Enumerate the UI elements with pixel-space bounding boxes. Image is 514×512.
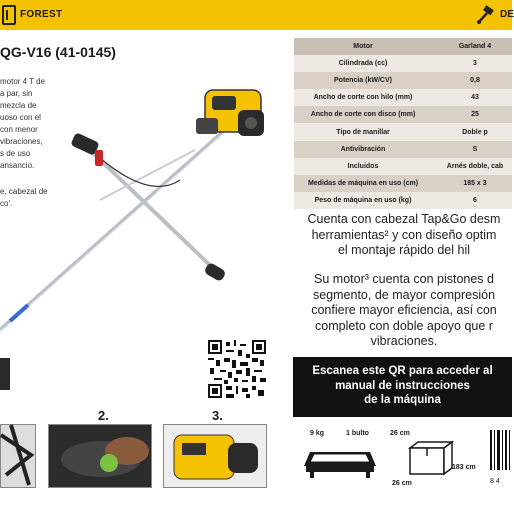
feature-line: confiere mayor eficiencia, así con bbox=[311, 303, 497, 317]
feature-paragraph-1 bbox=[296, 212, 512, 259]
feature-line: herramientas² y con diseño optim bbox=[311, 227, 497, 242]
step-image-2 bbox=[48, 424, 152, 488]
category-label: DE bbox=[500, 9, 514, 20]
feature-line: Su motor³ cuenta con pistones d bbox=[314, 272, 494, 286]
description-line: s de uso bbox=[0, 149, 31, 158]
feature-line: el montaje rápido del hil bbox=[337, 243, 471, 257]
box-dim-bottom: 26 cm bbox=[392, 480, 412, 487]
qr-code[interactable] bbox=[208, 340, 266, 398]
shipping-packages: 1 bulto bbox=[346, 430, 369, 437]
spec-label: Peso de máquina en uso (kg) bbox=[314, 196, 412, 204]
spec-value: 3 bbox=[473, 60, 477, 68]
spec-row bbox=[294, 175, 512, 192]
spec-table bbox=[294, 38, 512, 209]
feature-line: vibraciones. bbox=[370, 334, 438, 348]
feature-line: completo con doble apoyo que r bbox=[315, 318, 493, 333]
step-image-3 bbox=[163, 424, 267, 488]
spec-row bbox=[294, 89, 512, 106]
cta-line: Escanea este QR para acceder al bbox=[312, 365, 493, 377]
spec-label: Motor bbox=[353, 43, 373, 51]
spec-value: S bbox=[472, 145, 478, 153]
description-line: vibraciones, bbox=[0, 137, 43, 146]
spec-row bbox=[294, 123, 512, 140]
spec-row bbox=[294, 106, 512, 123]
spec-label: Ancho de corte con disco (mm) bbox=[310, 111, 416, 119]
step-label-2: 2. bbox=[98, 408, 109, 423]
cta-line: manual de instrucciones bbox=[335, 379, 470, 392]
spec-row bbox=[294, 38, 512, 55]
spec-value: 43 bbox=[471, 94, 479, 102]
spec-value: 185 x 3 bbox=[463, 179, 487, 187]
description-line: motor 4 T de bbox=[0, 77, 46, 86]
spec-row bbox=[294, 141, 512, 158]
spec-row bbox=[294, 72, 512, 89]
description-line: ansancio. bbox=[0, 161, 35, 170]
header-bar bbox=[0, 0, 512, 30]
spec-value: Arnés doble, cab bbox=[446, 162, 504, 170]
box-dim-top: 26 cm bbox=[390, 430, 410, 437]
spec-row bbox=[294, 192, 512, 209]
qr-cta-banner bbox=[293, 357, 512, 417]
feature-line: segmento, de mayor compresión bbox=[312, 287, 496, 302]
feature-paragraph-2 bbox=[296, 272, 512, 350]
spec-row bbox=[294, 158, 512, 175]
spec-row bbox=[294, 55, 512, 72]
spec-value: Doble p bbox=[462, 128, 488, 136]
spec-value: Garland 4 bbox=[458, 43, 492, 51]
spec-label: Cilindrada (cc) bbox=[338, 60, 388, 68]
description-line: uoso con el bbox=[0, 113, 41, 122]
description-line: co'. bbox=[0, 199, 13, 208]
box-icon bbox=[404, 438, 454, 478]
barcode-digits: 8 4 bbox=[490, 478, 500, 485]
barcode bbox=[490, 430, 512, 476]
spec-label: Medidas de máquina en uso (cm) bbox=[307, 179, 419, 187]
spec-label: Potencia (kW/CV) bbox=[334, 77, 392, 85]
spec-value: 25 bbox=[471, 111, 479, 119]
brand-name: FOREST bbox=[20, 9, 63, 20]
description-line: mezcla de bbox=[0, 101, 37, 110]
spec-label: Incluidos bbox=[347, 162, 379, 170]
spec-label: Ancho de corte con hilo (mm) bbox=[313, 94, 413, 102]
spec-value: 0,8 bbox=[470, 77, 480, 85]
scale-icon bbox=[302, 442, 378, 482]
forest-logo-icon bbox=[2, 5, 16, 25]
spec-label: Tipo de manillar bbox=[336, 128, 390, 136]
step-image-1 bbox=[0, 424, 36, 488]
shipping-weight: 9 kg bbox=[310, 430, 325, 437]
step-label-3: 3. bbox=[212, 408, 223, 423]
description-line: a par, sin bbox=[0, 89, 33, 98]
cta-line: de la máquina bbox=[364, 394, 441, 406]
chainsaw-icon bbox=[476, 5, 496, 25]
description-line: con menor bbox=[0, 125, 38, 134]
description-line: e, cabezal de bbox=[0, 187, 48, 196]
feature-line: Cuenta con cabezal Tap&Go desm bbox=[307, 212, 501, 226]
model-title: QG-V16 (41-0145) bbox=[0, 44, 116, 60]
spec-label: Antivibración bbox=[340, 145, 386, 153]
box-dim-side: 183 cm bbox=[452, 464, 476, 471]
spec-value: 6 bbox=[473, 196, 477, 204]
